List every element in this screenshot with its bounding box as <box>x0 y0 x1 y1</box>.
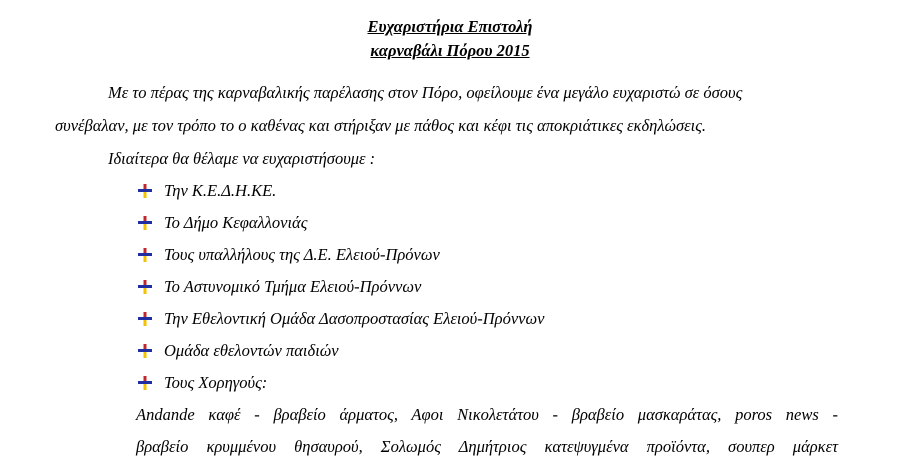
letter-title: Ευχαριστήρια Επιστολή <box>367 17 533 36</box>
paragraph-line-1: Με το πέρας της καρναβαλικής παρέλασης στον Πόρο, οφείλουμε ένα μεγάλο ευχαριστώ σε όσους <box>108 83 743 102</box>
list-item-text: Ομάδα εθελοντών παιδιών <box>164 341 339 360</box>
list-item <box>138 372 267 394</box>
paragraph-line-2: συνέβαλαν, με τον τρόπο το ο καθένας και στήριξαν με πάθος και κέφι τις αποκριάτικες εκδηλώσεις. <box>55 116 707 135</box>
pushpin-bullet-icon <box>138 312 152 326</box>
pushpin-bullet-icon <box>138 344 152 358</box>
list-item <box>138 244 440 266</box>
list-item <box>138 276 421 298</box>
list-item-text: Το Αστυνομικό Τμήμα Ελειού-Πρόννων <box>164 277 422 296</box>
pushpin-bullet-icon <box>138 248 152 262</box>
pushpin-bullet-icon <box>138 280 152 294</box>
sponsors-line-1: Andande καφέ - βραβείο άρματος, Αφοι Νικολετάτου - βραβείο μασκαράτας, poros news - <box>136 405 838 424</box>
list-item-text: Την Κ.Ε.Δ.Η.ΚΕ. <box>164 181 277 200</box>
list-item-text: Το Δήμο Κεφαλλονιάς <box>164 213 308 232</box>
sponsors-line-2: βραβείο κρυμμένου θησαυρού, Σολωμός Δημήτριος κατεψυγμένα προϊόντα, σουπερ μάρκετ <box>136 437 838 456</box>
list-item <box>138 308 544 330</box>
list-item-text: Τους Χορηγούς: <box>164 373 268 392</box>
list-item <box>138 212 307 234</box>
pushpin-bullet-icon <box>138 376 152 390</box>
letter-subtitle: καρναβάλι Πόρου 2015 <box>370 41 530 60</box>
thanks-intro: Ιδιαίτερα θα θέλαμε να ευχαριστήσουμε : <box>108 149 376 168</box>
list-item-text: Τους υπαλλήλους της Δ.Ε. Ελειού-Πρόνων <box>164 245 440 264</box>
pushpin-bullet-icon <box>138 184 152 198</box>
list-item <box>138 340 339 362</box>
list-item-text: Την Εθελοντική Ομάδα Δασοπροστασίας Ελειού-Πρόννων <box>164 309 545 328</box>
list-item <box>138 180 276 202</box>
pushpin-bullet-icon <box>138 216 152 230</box>
